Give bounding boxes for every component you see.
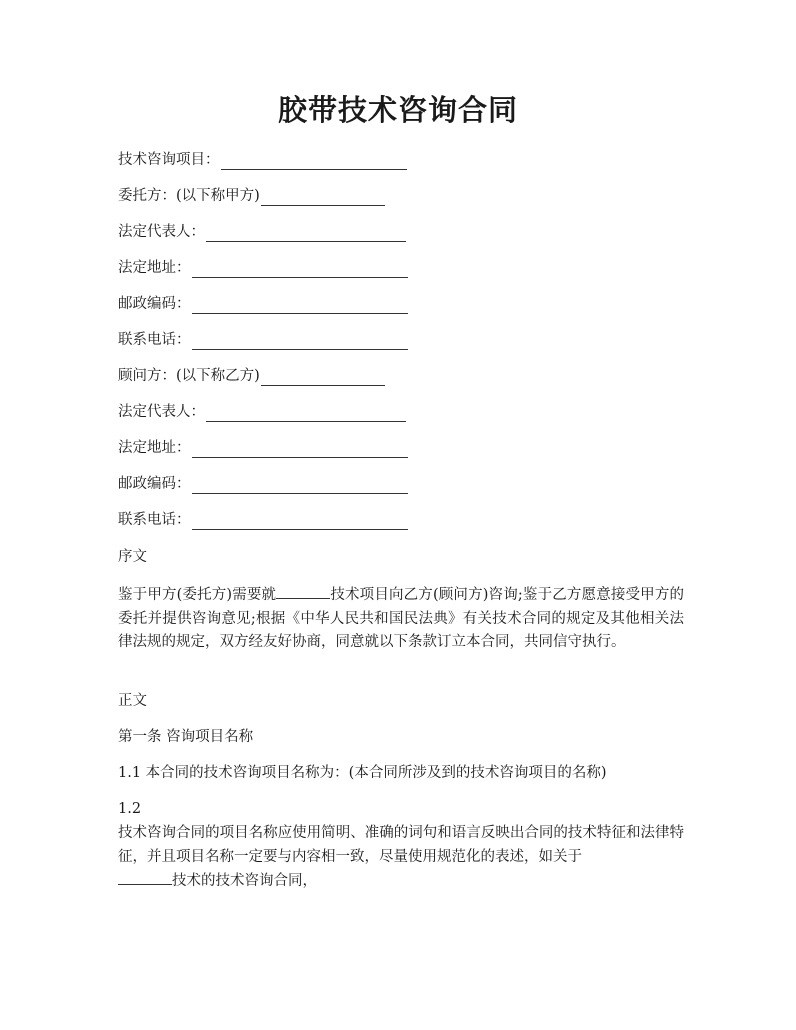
clause-1-2-tail: 技术的技术咨询合同，: [172, 873, 317, 889]
client-field: [118, 186, 385, 206]
client-address-field: [118, 258, 408, 278]
consultant-zip-label: 邮政编码：: [118, 476, 191, 492]
consultant-address-label: 法定地址：: [118, 440, 191, 456]
client-rep-blank[interactable]: [206, 226, 406, 242]
technology-name-blank[interactable]: [118, 869, 172, 885]
clause-1-2-text: 技术咨询合同的项目名称应使用简明、准确的词句和语言反映出合同的技术特征和法律特征，并且项目名称一定要与内容相一致，尽量使用规范化的表述，如关于: [118, 825, 684, 865]
client-zip-blank[interactable]: [192, 298, 408, 314]
client-phone-field: [118, 330, 408, 350]
consultant-address-field: [118, 438, 408, 458]
consultant-blank[interactable]: [261, 370, 385, 386]
client-rep-label: 法定代表人：: [118, 224, 205, 240]
consultant-phone-field: [118, 510, 408, 530]
clause-1-2-paragraph: [118, 822, 684, 894]
client-zip-label: 邮政编码：: [118, 296, 191, 312]
project-name-blank[interactable]: [276, 583, 330, 599]
clause-1-1: 1.1 本合同的技术咨询项目名称为：(本合同所涉及到的技术咨询项目的名称): [118, 765, 607, 781]
client-phone-blank[interactable]: [192, 334, 408, 350]
client-zip-field: [118, 294, 408, 314]
client-label: 委托方：(以下称甲方): [118, 188, 260, 204]
consultant-rep-label: 法定代表人：: [118, 404, 205, 420]
consultant-address-blank[interactable]: [192, 442, 408, 458]
consultant-zip-blank[interactable]: [192, 478, 408, 494]
project-blank[interactable]: [221, 154, 407, 170]
consultant-field: [118, 366, 385, 386]
preface-paragraph: [118, 583, 684, 655]
consultant-zip-field: [118, 474, 408, 494]
body-heading: 正文: [118, 693, 147, 709]
project-field: [118, 150, 407, 170]
clause-1-2-number: 1.2: [118, 801, 142, 817]
article-1-heading: 第一条 咨询项目名称: [118, 729, 254, 745]
consultant-phone-label: 联系电话：: [118, 512, 191, 528]
client-phone-label: 联系电话：: [118, 332, 191, 348]
consultant-rep-blank[interactable]: [206, 406, 406, 422]
consultant-phone-blank[interactable]: [192, 514, 408, 530]
document-title: 胶带技术咨询合同: [277, 93, 518, 127]
preface-text-start: 鉴于甲方(委托方)需要就: [118, 587, 277, 603]
client-blank[interactable]: [261, 190, 385, 206]
client-address-label: 法定地址：: [118, 260, 191, 276]
consultant-rep-field: [118, 402, 406, 422]
preface-heading: 序文: [118, 549, 147, 565]
project-label: 技术咨询项目：: [118, 152, 220, 168]
consultant-label: 顾问方：(以下称乙方): [118, 368, 260, 384]
client-rep-field: [118, 222, 406, 242]
preface-text-end: 技术项目向乙方(顾问方)咨询;鉴于乙方愿意接受甲方的委托并提供咨询意见;根据《中华人民共和国民法典》有关技术合同的规定及其他相关法律法规的规定，双方经友好协商，同意就以下条款订立本合同，共同信守执行。: [118, 587, 684, 650]
client-address-blank[interactable]: [192, 262, 408, 278]
